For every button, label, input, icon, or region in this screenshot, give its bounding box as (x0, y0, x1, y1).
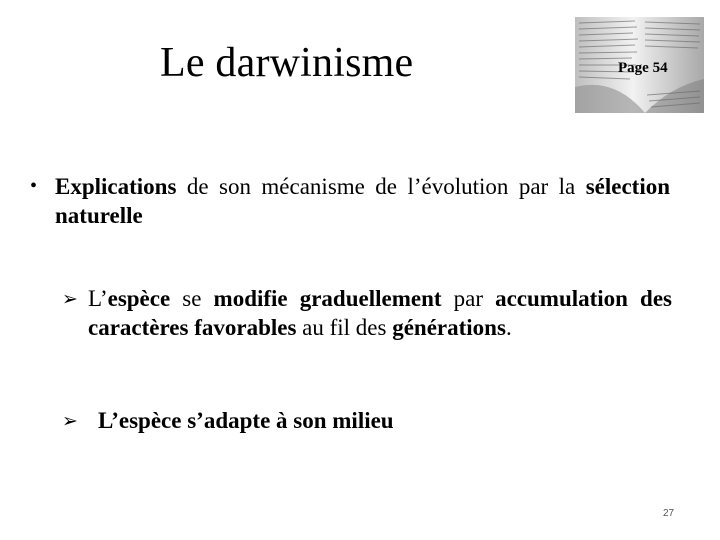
arrow-bullet-icon: ➢ (62, 410, 78, 432)
sub-bold-part: espèce (107, 286, 171, 311)
main-bullet-text (55, 172, 670, 230)
bullet-bold-selection: sélection naturelle (55, 174, 670, 228)
sub-bold-part: accumulation des caractères favorables (88, 286, 673, 340)
page-number: 27 (663, 508, 675, 519)
sub-bullet-espece-adapte (62, 406, 672, 435)
bullet-dot-icon: • (30, 175, 38, 197)
sub-bullet-text (98, 406, 672, 435)
sub-text-part: au fil des (296, 315, 393, 340)
sub-bullet-text (88, 284, 672, 342)
sub-text-part: . (505, 315, 512, 340)
bullet-bold-explications: Explications (55, 174, 177, 199)
slide-title: Le darwinisme (160, 40, 414, 86)
sub-text-part: L’ (88, 286, 108, 311)
main-bullet (30, 172, 670, 230)
sub-bold-part: générations (392, 315, 506, 340)
book-page-label: Page 54 (618, 60, 668, 76)
bullet-text-mecanisme: de son mécanisme de l’évolution par la (176, 174, 586, 199)
sub-bold-part: L’espèce s’adapte à son milieu (98, 408, 394, 433)
sub-text-part: se (170, 286, 214, 311)
arrow-bullet-icon: ➢ (62, 288, 78, 310)
sub-bullet-espece-modifie (62, 284, 672, 342)
sub-text-part: par (441, 286, 496, 311)
sub-bold-part: modifie graduellement (213, 286, 442, 311)
